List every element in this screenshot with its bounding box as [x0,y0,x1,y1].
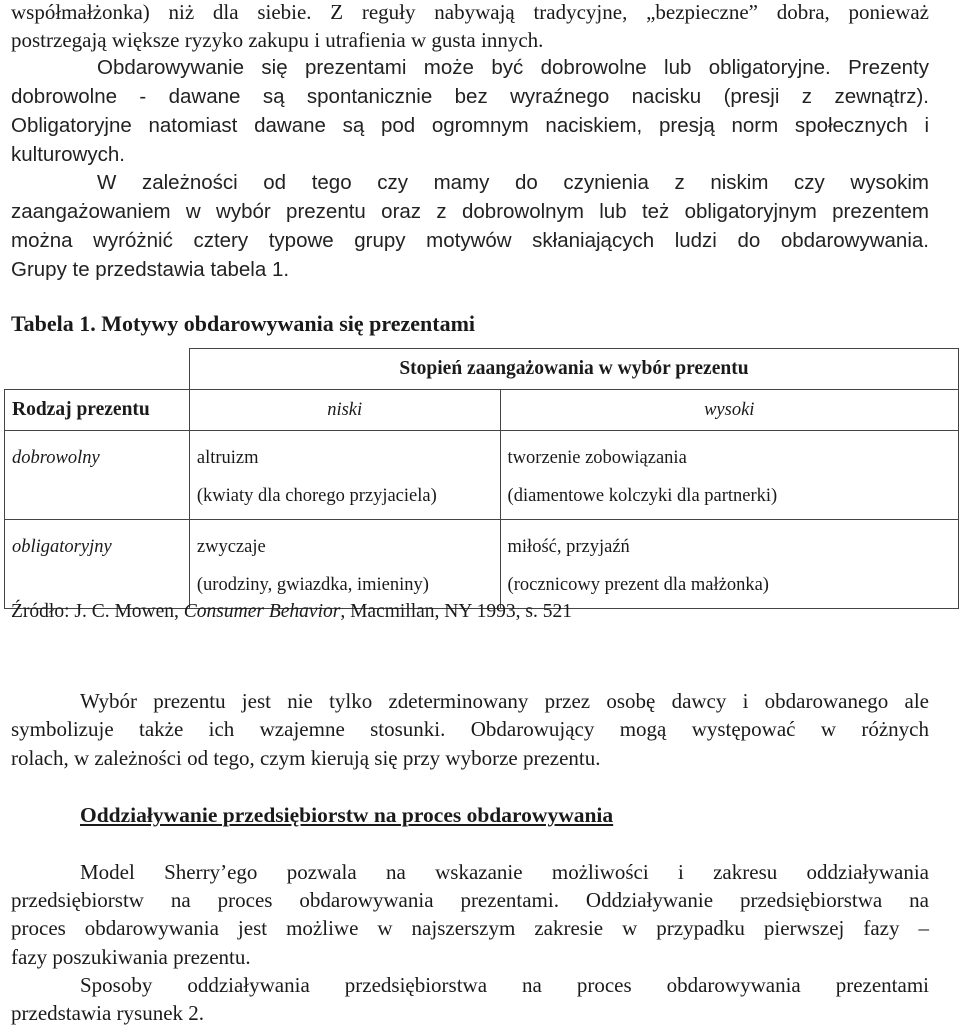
source-title: Consumer Behavior [183,601,341,622]
obligation-line-3: Obligatoryjne natomiast dawane są pod ogromnym naciskiem, presją norm społecznych i [11,114,929,137]
cell-title: miłość, przyjaźń [507,537,630,557]
groups-line-3: można wyróżnić cztery typowe grupy motywów skłaniających ludzi do obdarowywania. [11,229,929,252]
cell-obligatory-low [189,520,500,609]
cell-title: altruizm [196,448,259,468]
row-type-voluntary: dobrowolny [5,431,190,520]
sherry-line-3: proces obdarowywania jest możliwe w najszerszym zakresie w przypadku pierwszej fazy – [11,916,929,940]
obligation-line-2: dobrowolne - dawane są spontanicznie bez wyraźnego nacisku (presji z zewnątrz). [11,85,929,108]
cell-voluntary-high [500,431,958,520]
cell-title: zwyczaje [196,537,266,557]
choice-line-1: Wybór prezentu jest nie tylko zdeterminowany przez osobę dawcy i obdarowanego ale [80,689,929,713]
groups-line-2: zaangażowaniem w wybór prezentu oraz z dobrowolnym lub też obligatoryjnym prezentem [11,200,929,223]
cell-example: (rocznicowy prezent dla małżonka) [507,575,769,595]
groups-line-1: W zależności od tego czy mamy do czynienia z niskim czy wysokim [97,171,929,194]
source-suffix: , Macmillan, NY 1993, s. 521 [340,601,572,622]
table-row [5,431,959,520]
intro-line-2: postrzegają większe ryzyko zakupu i utrafienia w gusta innych. [11,28,544,52]
methods-line-2: przedstawia rysunek 2. [11,1001,205,1025]
choice-line-2: symbolizuje także ich wzajemne stosunki. Obdarowujący mogą występować w różnych [11,717,929,741]
intro-line-1: współmałżonka) niż dla siebie. Z reguły nabywają tradycyjne, „bezpieczne” dobra, ponieważ [11,0,929,24]
obligation-line-1: Obdarowywanie się prezentami może być dobrowolne lub obligatoryjne. Prezenty [97,56,929,79]
sherry-line-4: fazy poszukiwania prezentu. [11,945,251,969]
row-type-obligatory: obligatoryjny [5,520,190,609]
cell-example: (diamentowe kolczyki dla partnerki) [507,486,778,506]
level-low-header: niski [189,390,500,431]
section-heading: Oddziaływanie przedsiębiorstw na proces obdarowywania [80,803,614,827]
sherry-line-1: Model Sherry’ego pozwala na wskazanie możliwości i zakresu oddziaływania [80,860,929,884]
cell-voluntary-low [189,431,500,520]
table-source [11,599,929,625]
motives-table [4,348,959,609]
table-corner [5,349,190,390]
cell-example: (kwiaty dla chorego przyjaciela) [196,486,437,506]
engagement-header: Stopień zaangażowania w wybór prezentu [189,349,958,390]
table-row [5,520,959,609]
sherry-line-2: przedsiębiorstw na proces obdarowywania prezentami. Oddziaływanie przedsiębiorstwa na [11,888,929,912]
table-caption: Tabela 1. Motywy obdarowywania się prezentami [11,311,476,336]
level-high-header: wysoki [500,390,958,431]
cell-title: tworzenie zobowiązania [507,448,687,468]
obligation-line-4: kulturowych. [11,143,125,166]
methods-line-1: Sposoby oddziaływania przedsiębiorstwa na proces obdarowywania prezentami [80,973,929,997]
source-prefix: Źródło: J. C. Mowen, [11,601,184,622]
cell-example: (urodziny, gwiazdka, imieniny) [196,575,429,595]
choice-line-3: rolach, w zależności od tego, czym kierują się przy wyborze prezentu. [11,746,601,770]
cell-obligatory-high [500,520,958,609]
groups-line-4: Grupy te przedstawia tabela 1. [11,258,290,281]
gift-type-header: Rodzaj prezentu [5,390,190,431]
